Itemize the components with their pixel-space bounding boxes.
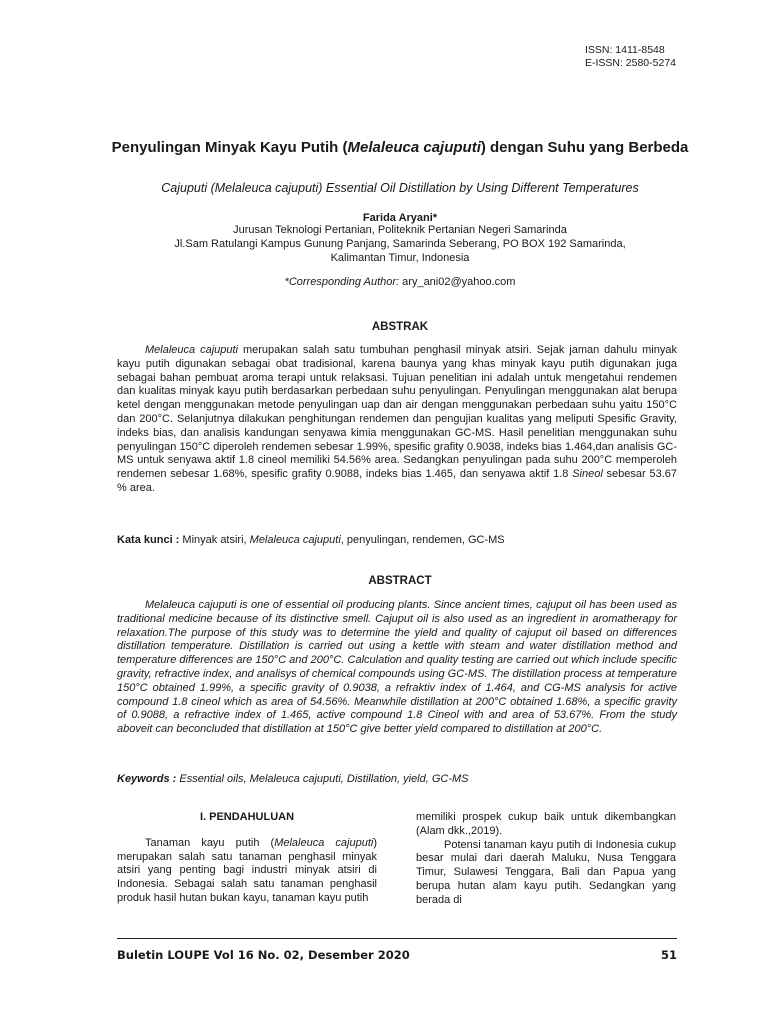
abstract-heading: ABSTRACT (368, 575, 432, 587)
keywords-label: Keywords : (117, 773, 177, 785)
corresponding-label: *Corresponding Author: (284, 276, 400, 288)
affiliation (90, 223, 710, 265)
issn: ISSN: 1411-8548 (584, 44, 665, 56)
keywords (117, 772, 677, 786)
corresponding-author (90, 275, 710, 289)
kata-kunci-italic: Melaleuca cajuputi (249, 534, 341, 546)
abstrak-sineol: Sineol (572, 468, 603, 481)
intro-heading: I. PENDAHULUAN (199, 811, 295, 823)
intro-right-paragraph-1: memiliki prospek cukup baik untuk dikembangkan (Alam dkk.,2019). (416, 811, 676, 837)
abstrak-text2: sebesar 53.67 % area. (117, 468, 677, 494)
eissn: E-ISSN: 2580-5274 (584, 57, 676, 69)
affiliation-line2: Jl.Sam Ratulangi Kampus Gunung Panjang, Samarinda Seberang, PO BOX 192 Samarinda, (174, 238, 626, 250)
page-footer (117, 948, 677, 962)
kata-kunci-text1: Minyak atsiri, (179, 534, 250, 546)
corresponding-email: ary_ani02@yahoo.com (399, 276, 516, 288)
abstrak-text1: merupakan salah satu tumbuhan penghasil minyak atsiri. Sejak jaman dahulu minyak kayu putih digunakan sebagai obat tradisional, karena baunya yang khas minyak kayu putih digunakan juga sebagai bahan pembuat aroma terapi untuk relaksasi. Tujuan penelitian ini adalah untuk mengetahui rendemen dan kualitas minyak kayu putih berdasarkan perbedaan suhu penyulingan. Penyulingan menggunakan alat berupa ketel dengan menggunakan metode penyulingan uap dan air dengan menggunakan perbedaan suhu yaitu 150°C dan 200°C. Selanjutnya dilakukan penghitungan rendemen dan pengujian kualitas yang meliputi Spesific Gravity, indeks bias, dan analisis kandungan senyawa kimia menggunakan GC-MS. Hasil penelitian menggunakan suhu penyulingan 150°C diperoleh rendemen sebesar 1.99%, spesific grafity 0.9038, indeks bias 1.464,dan analisis GC-MS untuk senyawa aktif 1.8 cineol memiliki 54.56% area. Sedangkan penyulingan pada suhu 200°C memperoleh rendemen sebesar 1.68%, spesific grafity 0.9088, indeks bias 1.465, dan senyawa aktif 1.8 (117, 344, 677, 481)
title-italic: Melaleuca cajuputi (347, 139, 481, 156)
intro-right-paragraph-2: Potensi tanaman kayu putih di Indonesia cukup besar mulai dari daerah Maluku, Nusa Tenggara Timur, Sulawesi Tenggara, Bali dan Papua yang berupa hutan alam kayu putih. Sedangkan yang berada di (416, 838, 676, 906)
kata-kunci (117, 533, 677, 547)
abstrak-heading: ABSTRAK (371, 321, 429, 333)
right-column (416, 811, 676, 908)
intro-paragraph-1 (117, 837, 377, 906)
issn-block (585, 44, 676, 70)
keywords-text: Essential oils, Melaleuca cajuputi, Distillation, yield, GC-MS (176, 773, 469, 785)
footer-citation (117, 948, 410, 962)
abstract-body: Melaleuca cajuputi is one of essential oil producing plants. Since ancient times, cajuput oil has been used as traditional medicine because of its distinctive smell. Cajuput oil is also used as an ingredient in aromatherapy for relaxation.The purpose of this study was to determine the yield and quality of cajuput oil based on differences distillation temperature. Distillation is carried out using a kettle with steam and water distillation method and temperature differences are 150°C and 200°C. Calculation and quality testing are carried out which include specific gravity, refractive index, and analisys of chemical compounds using GC-MS. The distillation process at temperature 150°C obtained 1.99%, a specific gravity of 0.9038, a refraktiv index of 1.464, and CG-MS analysis for active compound 1.8 cineol which as area of 54.56%. Meanwhile distillation at 200°C obtained 1.68%, a specific gravity of 0.9088, a refractive index of 1.465, active compound 1.8 Cineol with and area of 53.67%. From the study aboveit can beconcluded that distillation at 150°C give better yield compared to distillation at 200°C. (117, 599, 677, 736)
title-part2: ) dengan Suhu yang Berbeda (480, 139, 689, 156)
affiliation-line1: Jurusan Teknologi Pertanian, Politeknik Pertanian Negeri Samarinda (233, 224, 567, 236)
kata-kunci-text2: , penyulingan, rendemen, GC-MS (340, 534, 505, 546)
left-column (117, 811, 377, 906)
intro-p1-italic: Melaleuca cajuputi (274, 836, 374, 849)
paper-subtitle: Cajuputi (Melaleuca cajuputi) Essential Oil Distillation by Using Different Temperatures (161, 181, 639, 195)
page-number: 51 (660, 948, 677, 962)
kata-kunci-label: Kata kunci : (117, 534, 180, 546)
abstrak-lead-italic: Melaleuca cajuputi (145, 344, 238, 356)
abstrak-body (117, 344, 677, 496)
footer-journal: Buletin LOUPE (117, 948, 210, 962)
author-name: Farida Aryani* (362, 212, 438, 224)
affiliation-line3: Kalimantan Timur, Indonesia (330, 252, 470, 264)
intro-p1-b: ) merupakan salah satu tanaman penghasil minyak atsiri yang penting bagi industri minyak atsiri di Indonesia. Sebagai salah satu tanaman penghasil produk hasil hutan bukan kayu, tanaman kayu putih (117, 836, 377, 904)
title-part1: Penyulingan Minyak Kayu Putih ( (111, 139, 348, 156)
intro-p1-a: Tanaman kayu putih ( (145, 836, 275, 849)
footer-volume: Vol 16 No. 02, Desember 2020 (209, 948, 410, 962)
footer-divider (117, 938, 677, 939)
paper-title (100, 138, 700, 157)
